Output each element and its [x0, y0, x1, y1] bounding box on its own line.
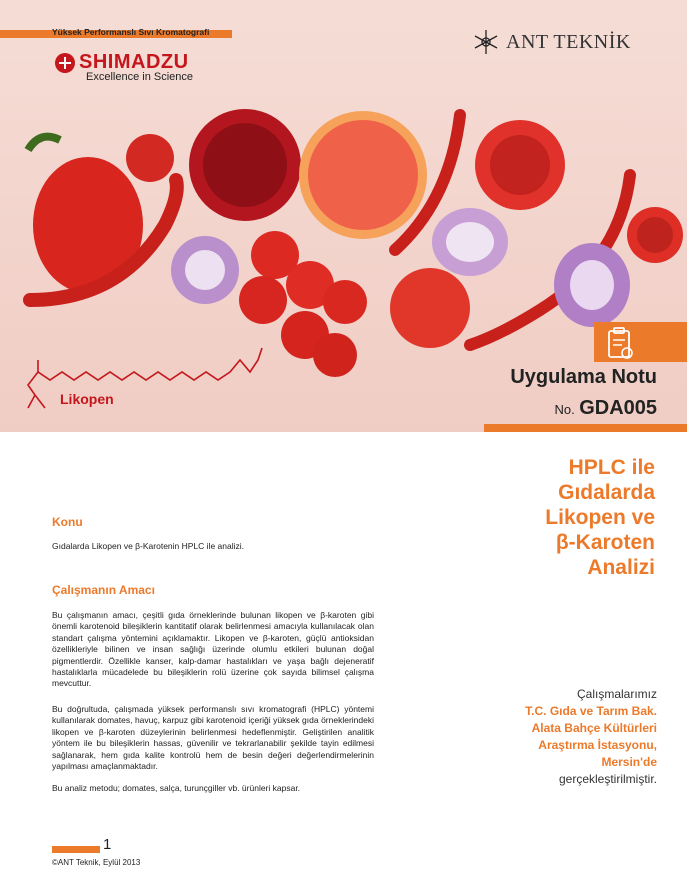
clipboard-icon: [600, 324, 640, 364]
title-line: Likopen ve: [545, 506, 655, 529]
acknowledgement: [457, 686, 657, 788]
brand-name: SHIMADZU: [79, 51, 189, 73]
page-accent-bar: [52, 846, 100, 853]
amac-paragraph-3: Bu analiz metodu; domates, salça, turunçgiller vb. ürünleri kapsar.: [52, 783, 301, 793]
ant-teknik-logo: [472, 28, 631, 56]
brand-slogan: Excellence in Science: [86, 71, 194, 83]
cherry-tomato: [126, 134, 174, 182]
institution-line: Alata Bahçe Kültürleri: [531, 721, 657, 735]
acknowledgement-lead: Çalışmalarımız: [576, 687, 657, 701]
title-line: β-Karoten: [555, 531, 655, 554]
acknowledgement-tail: gerçekleştirilmiştir.: [558, 772, 657, 786]
tomato-large: [390, 268, 470, 348]
institution-line: Araştırma İstasyonu,: [538, 738, 657, 752]
ant-teknik-star-icon: [472, 28, 500, 56]
institution-line: Mersin'de: [601, 755, 657, 769]
konu-text: Gıdalarda Likopen ve β-Karotenin HPLC ile analizi.: [52, 541, 244, 551]
amac-paragraph-2: Bu doğrultuda, çalışmada yüksek performanslı sıvı kromatografi (HPLC) yöntemi kullanılarak domates, havuç, karpuz gibi karotenoid içeriği yüksek gıda örneklerindeki likopen ve β-karoten düzeylerinin belirlenmesi hedeflenmiştir. Geliştirilen analitik yöntem ile bu bileşiklerin hassas, güvenilir ve tekrarlanabilir şekilde tayin edilmesi sağlanarak, hem gıda kalite kontrolü hem de besin değeri değerlendirmelerinin yapılması amaçlanmaktadır.: [52, 704, 374, 772]
institution-line: T.C. Gıda ve Tarım Bak.: [525, 704, 657, 718]
note-number: [555, 397, 658, 420]
note-badge: [594, 322, 687, 362]
partner-name: ANT TEKNİK: [506, 30, 631, 53]
section-heading-amac: Çalışmanın Amacı: [52, 583, 155, 597]
title-line: Analizi: [587, 556, 655, 579]
note-number-value: GDA005: [579, 397, 657, 419]
title-line: HPLC ile: [568, 456, 655, 479]
copyright: ©ANT Teknik, Eylül 2013: [52, 858, 141, 867]
page-number: 1: [103, 836, 112, 853]
note-underline: [484, 424, 687, 432]
document-category: Yüksek Performanslı Sıvı Kromatografi: [52, 27, 210, 37]
section-heading-konu: Konu: [52, 515, 83, 529]
amac-paragraph-1: Bu çalışmanın amacı, çeşitli gıda örneklerinde bulunan likopen ve β-karoten gibi önemli karotenoid bileşiklerin kantitatif olarak belirlenmesi amacıyla kullanılacak olan standart çalışma yöntemini açıklamaktır. Likopen ve β-karoten, güçlü antioksidan özellikleriyle bilinen ve insan sağlığı üzerinde olumlu etkileri bulunan doğal pigmentlerdir. Özellikle kanser, kalp-damar hastalıkları ve yaşa bağlı dejeneratif hastalıklarla mücadelede bu bileşiklerin rolü üzerine çok sayıda bilimsel çalışma mevcuttur.: [52, 610, 374, 689]
note-title: Uygulama Notu: [510, 366, 657, 388]
shimadzu-emblem-icon: [55, 53, 75, 73]
molecule-label: Likopen: [60, 391, 114, 407]
note-number-label: No.: [554, 402, 575, 417]
title-line: Gıdalarda: [558, 481, 655, 504]
document-title: [395, 455, 655, 580]
